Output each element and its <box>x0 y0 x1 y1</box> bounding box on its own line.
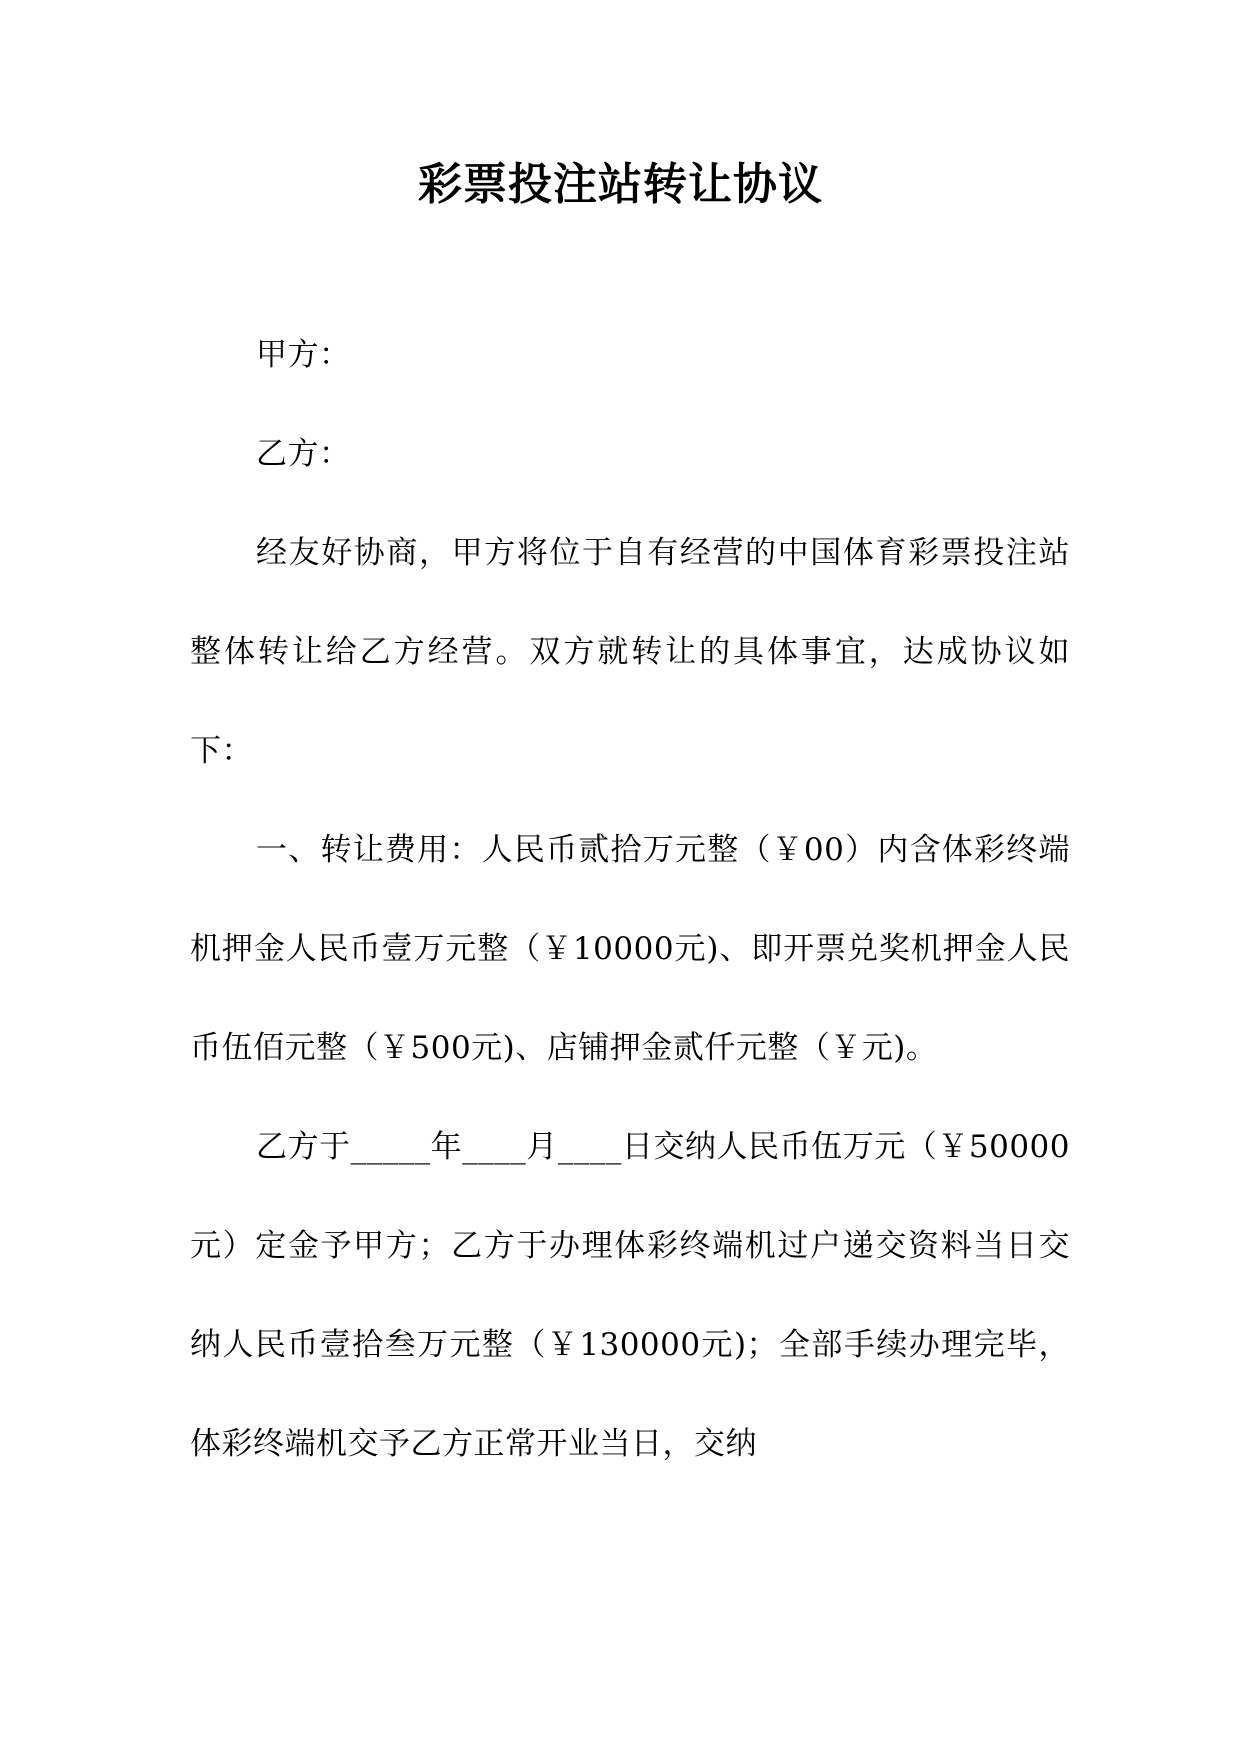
party-b-line: 乙方： <box>256 436 351 472</box>
preamble-paragraph: 经友好协商，甲方将位于自有经营的中国体育彩票投注站整体转让给乙方经营。双方就转让的具体事宜，达成协议如下： <box>190 535 1070 769</box>
document-title: 彩票投注站转让协议 <box>418 159 823 210</box>
party-a-line: 甲方： <box>256 337 351 373</box>
clause-payment-schedule: 乙方于_____年____月____日交纳人民币伍万元（￥50000元）定金予甲方；乙方于办理体彩终端机过户递交资料当日交纳人民币壹拾叁万元整（￥130000元)；全部手续办理完毕，体彩终端机交予乙方正常开业当日，交纳 <box>190 1129 1070 1462</box>
clause-transfer-fee: 一、转让费用：人民币贰拾万元整（￥00）内含体彩终端机押金人民币壹万元整（￥10000元)、即开票兑奖机押金人民币伍佰元整（￥500元)、店铺押金贰仟元整（￥元)。 <box>190 832 1070 1066</box>
document-body <box>190 306 1070 1494</box>
